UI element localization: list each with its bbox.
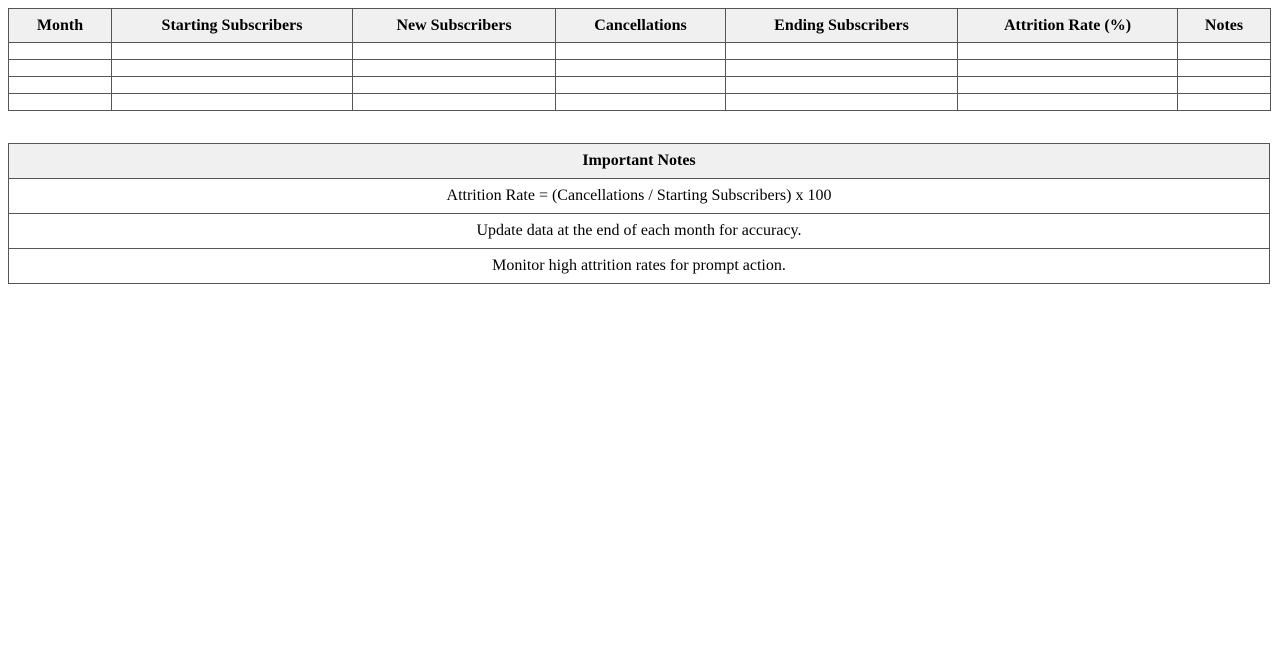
list-item	[9, 214, 1270, 249]
table-cell	[726, 77, 958, 94]
document	[8, 8, 1270, 284]
table-cell	[112, 43, 353, 60]
important-notes-table	[8, 143, 1270, 284]
table-cell	[1178, 94, 1271, 111]
note-monitor-attrition: Monitor high attrition rates for prompt action.	[9, 249, 1270, 284]
column-header-notes: Notes	[1178, 9, 1271, 43]
table-cell	[1178, 60, 1271, 77]
column-header-attrition-rate: Attrition Rate (%)	[958, 9, 1178, 43]
table-cell	[958, 77, 1178, 94]
table-cell	[726, 43, 958, 60]
table-cell	[353, 43, 556, 60]
table-header-row	[9, 9, 1271, 43]
table-row	[9, 60, 1271, 77]
table-cell	[9, 77, 112, 94]
table-cell	[9, 43, 112, 60]
table-row	[9, 77, 1271, 94]
table-cell	[726, 94, 958, 111]
table-cell	[958, 94, 1178, 111]
table-cell	[1178, 77, 1271, 94]
table-cell	[353, 94, 556, 111]
column-header-new-subscribers: New Subscribers	[353, 9, 556, 43]
list-item	[9, 249, 1270, 284]
table-cell	[1178, 43, 1271, 60]
note-update-monthly: Update data at the end of each month for accuracy.	[9, 214, 1270, 249]
table-cell	[556, 77, 726, 94]
table-cell	[556, 43, 726, 60]
table-row	[9, 43, 1271, 60]
notes-header-row	[9, 144, 1270, 179]
table-cell	[556, 94, 726, 111]
table-cell	[112, 60, 353, 77]
column-header-cancellations: Cancellations	[556, 9, 726, 43]
note-attrition-formula: Attrition Rate = (Cancellations / Starting Subscribers) x 100	[9, 179, 1270, 214]
table-cell	[958, 60, 1178, 77]
table-cell	[112, 94, 353, 111]
list-item	[9, 179, 1270, 214]
column-header-month: Month	[9, 9, 112, 43]
table-cell	[9, 60, 112, 77]
table-row	[9, 94, 1271, 111]
notes-title: Important Notes	[9, 144, 1270, 179]
column-header-starting-subscribers: Starting Subscribers	[112, 9, 353, 43]
table-cell	[556, 60, 726, 77]
table-cell	[9, 94, 112, 111]
column-header-ending-subscribers: Ending Subscribers	[726, 9, 958, 43]
table-cell	[112, 77, 353, 94]
table-cell	[353, 60, 556, 77]
subscriber-tracker-table	[8, 8, 1271, 111]
table-cell	[726, 60, 958, 77]
table-cell	[958, 43, 1178, 60]
table-cell	[353, 77, 556, 94]
